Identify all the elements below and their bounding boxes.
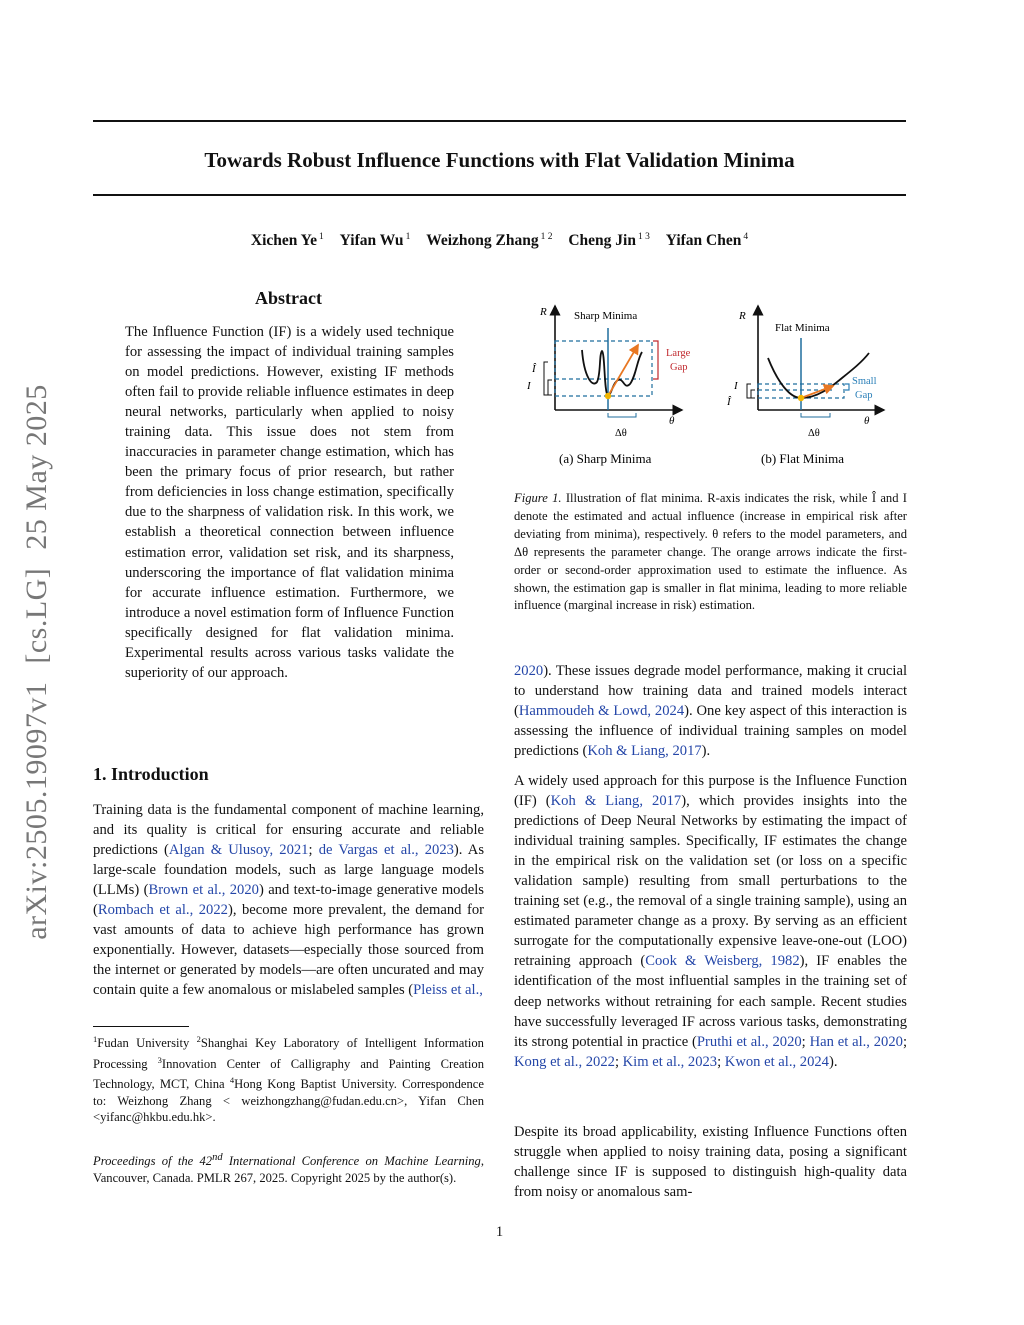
citation-link[interactable]: Kim et al., 2023 — [622, 1053, 718, 1070]
panel-b-minimum-point — [798, 395, 804, 401]
right-column-paragraph-2: A widely used approach for this purpose is the Influence Function (IF) (Koh & Liang, 2017), which provides insights into the predictions of Deep Neural Networks by estimating the impact of individual training samples. Specifically, IF estimates the change in the empirical risk on the validation set (or loss on a specific validation sample) resulting from small perturbations to the training set (e.g., the removal of a single training sample), using an estimated parameter change as a proxy. By serving as an efficient surrogate for the computationally expensive leave-one-out (LOO) retraining approach (Cook & Weisberg, 1982), IF enables the identification of the most influential samples in the training set of deep networks without retraining for each sample. Recent studies have successfully leveraged IF across various tasks, demonstrating its strong potential in practice (Pruthi et al., 2020; Han et al., 2020; Kong et al., 2022; Kim et al., 2023; Kwon et al., 2024). — [514, 773, 908, 1070]
panel-a-caption: (a) Sharp Minima — [559, 451, 652, 466]
author: Yifan Wu $^1$ — [339, 232, 411, 250]
arxiv-watermark: arXiv:2505.19097v1[cs.LG]25 May 2025 — [20, 384, 53, 940]
panel-b-delta-label: Δθ — [808, 428, 820, 439]
panel-b-gap-label-2: Gap — [855, 390, 873, 401]
panel-a-minimum-point — [605, 393, 611, 399]
citation-link[interactable]: Koh & Liang, 2017 — [587, 743, 702, 760]
panel-a-gap-label-2: Gap — [670, 362, 688, 373]
panel-b-delta-bracket — [801, 413, 830, 417]
page-number: 1 — [495, 1224, 504, 1240]
panel-a-gap-label-1: Large — [666, 348, 691, 359]
citation-link[interactable]: Cook & Weisberg, 1982 — [645, 953, 800, 970]
panel-a-y-label: R — [540, 306, 547, 318]
title-bottom-rule — [93, 194, 906, 196]
panel-a-delta-bracket — [608, 413, 636, 417]
panel-b-approx-arrow — [801, 386, 833, 398]
panel-b-y-label: R — [739, 310, 746, 322]
panel-a-i-bracket — [548, 380, 552, 395]
abstract-heading: Abstract — [255, 288, 322, 308]
panel-a-i-label: I — [527, 380, 531, 392]
right-column-paragraph-1: 2020). These issues degrade model performance, making it crucial to understand how training data and trained models interact (Hammoudeh & Lowd, 2024). One key aspect of this interaction is assessing the influence of individual training samples on model predictions (Koh & Liang, 2017). — [514, 663, 907, 760]
citation-link[interactable]: Brown et al., 2020 — [148, 882, 259, 899]
panel-b-x-label: θ — [864, 415, 870, 427]
proceedings-note: Proceedings of the 42nd International Conference on Machine Learning, Vancouver, Canada. PMLR 267, 2025. Copyright 2025 by the author(s). — [93, 1152, 484, 1185]
figure-1-svg — [512, 298, 907, 470]
citation-link[interactable]: de Vargas et al., 2023 — [318, 842, 454, 859]
citation-link[interactable]: Pruthi et al., 2020 — [696, 1033, 802, 1050]
panel-b — [726, 306, 884, 466]
citation-link[interactable]: Han et al., 2020 — [809, 1033, 903, 1050]
author: Weizhong Zhang $^{1 2}$ — [426, 232, 553, 250]
section-heading-introduction: 1. Introduction — [93, 764, 209, 784]
figure-caption: Figure 1. Illustration of flat minima. R-axis indicates the risk, while Î and I denote the estimated and actual influence (increase in empirical risk after deviating from minima), respectively. θ refers to the model parameters, and Δθ represents the parameter change. The orange arrows indicate the first-order or second-order approximation used to estimate the influence. As shown, the estimation gap is smaller in flat minima, leading to more reliable influence (marginal increase in risk) estimation. — [514, 491, 907, 613]
panel-a — [526, 306, 691, 466]
citation-link[interactable]: Kong et al., 2022 — [514, 1053, 615, 1070]
panel-a-title: Sharp Minima — [574, 310, 638, 322]
citation-link[interactable]: Koh & Liang, 2017 — [550, 793, 682, 810]
author-list — [93, 232, 906, 250]
panel-b-i-label: I — [734, 380, 738, 392]
panel-b-gap-label-1: Small — [852, 376, 877, 387]
citation-link[interactable]: 2020 — [514, 663, 544, 679]
abstract-text: The Influence Function (IF) is a widely used technique for assessing the impact of individual training samples on model predictions. However, existing IF methods often fail to provide reliable influence estimates in deep neural networks, particularly when applied to noisy training data. This issue does not stem from inaccuracies in parameter change estimation, which has been the primary focus of prior research, but rather from deficiencies in loss change estimation, specifically due to the sharpness of validation risk. In this work, we establish a theoretical connection between influence estimation error, validation set risk, and its sharpness, underscoring the importance of flat validation minima for accurate influence estimation. Furthermore, we introduce a novel estimation form of Influence Function specifically designed for flat validation minima. Experimental results across various tasks validate the superiority of our approach. — [125, 324, 454, 681]
panel-b-title: Flat Minima — [775, 322, 830, 334]
panel-a-approx-arrow — [608, 345, 638, 396]
affiliation-footnote: $^1$Fudan University $^2$Shanghai Key Laboratory of Intelligent Information Processing $^3$Innovation Center of Calligraphy and Painting Creation Technology, MCT, China $^4$Hong Kong Baptist University. Correspondence to: Weizhong Zhang < weizhongzhang@fudan.edu.cn>, Yifan Chen <yifanc@hkbu.edu.hk>. — [93, 1034, 485, 1125]
author: Yifan Chen $^4$ — [665, 232, 749, 250]
citation-link[interactable]: Rombach et al., 2022 — [97, 902, 228, 919]
paper-title: Towards Robust Influence Functions with Flat Validation Minima — [204, 148, 795, 172]
panel-b-ihat-bracket — [751, 390, 755, 398]
panel-a-x-label: θ — [669, 415, 675, 427]
right-column-paragraph-3: Despite its broad applicability, existing Influence Functions often struggle when applied to noisy training data, posing a significant challenge since IF is supposed to distinguish high-quality data from noisy or anomalous sam- — [514, 1124, 907, 1201]
panel-a-gap-bracket — [653, 341, 658, 379]
citation-link[interactable]: Algan & Ulusoy, 2021 — [168, 842, 309, 859]
panel-a-delta-label: Δθ — [615, 428, 627, 439]
panel-b-ihat-label: Î — [727, 396, 731, 408]
figure-1 — [512, 298, 907, 470]
panel-a-ihat-label: Î — [532, 363, 536, 375]
panel-b-caption: (b) Flat Minima — [761, 451, 845, 466]
author: Cheng Jin $^{1 3}$ — [568, 232, 650, 250]
citation-link[interactable]: Kwon et al., 2024 — [724, 1053, 829, 1070]
footnote-rule — [93, 1026, 189, 1027]
intro-paragraph: Training data is the fundamental component of machine learning, and its quality is critical for ensuring accurate and reliable predictions (Algan & Ulusoy, 2021; de Vargas et al., 2023). As large-scale foundation models, such as large language models (LLMs) (Brown et al., 2020) and text-to-image generative models (Rombach et al., 2022), become more prevalent, the demand for vast amounts of data to achieve high performance has grown exponentially. However, datasets—especially those sourced from the internet or generated by models—are often uncurated and may contain quite a few anomalous or mislabeled samples (Pleiss et al., — [93, 802, 485, 999]
panel-a-ihat-bracket — [544, 362, 548, 395]
citation-link[interactable]: Hammoudeh & Lowd, 2024 — [518, 703, 685, 720]
panel-b-gap-bracket — [845, 384, 849, 390]
citation-link[interactable]: Pleiss et al., — [413, 982, 483, 999]
panel-b-i-bracket — [747, 384, 751, 398]
top-rule — [93, 120, 906, 122]
author: Xichen Ye $^1$ — [250, 232, 324, 250]
